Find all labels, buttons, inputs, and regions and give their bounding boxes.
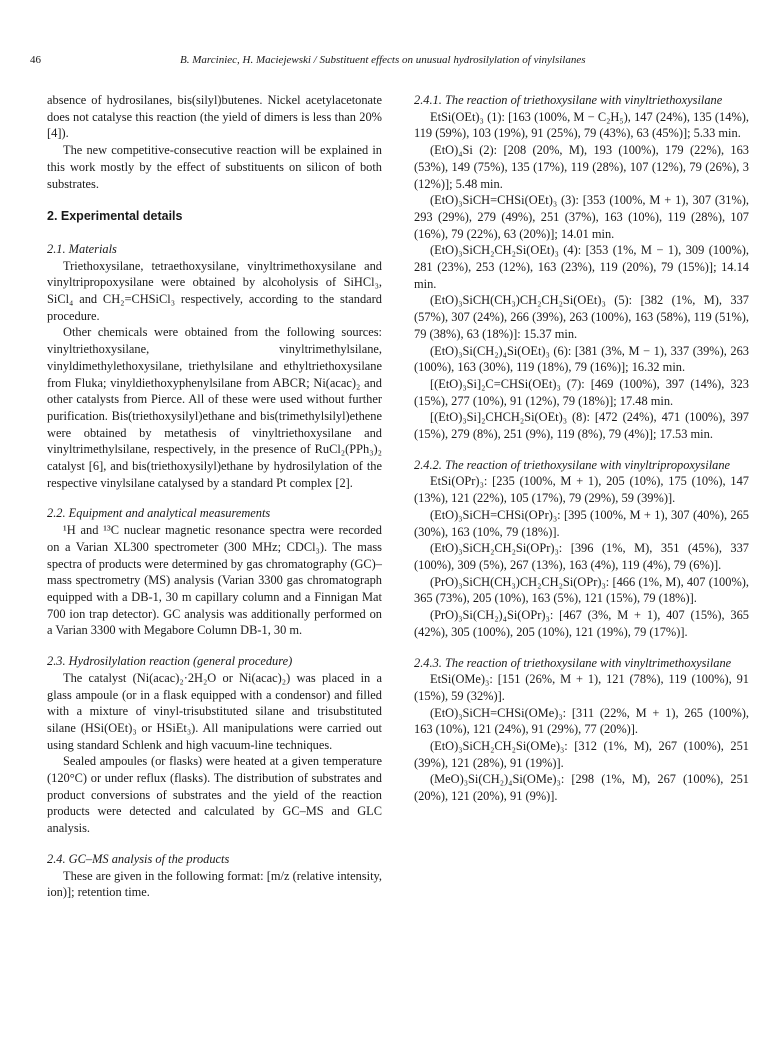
page-header: [30, 54, 738, 70]
section-heading: 2. Experimental details: [47, 209, 183, 224]
ms-entry: (EtO)₃SiCH₂CH₂Si(OPr)₃: [396 (1%, M), 351 (45%), 337 (100%), 309 (5%), 267 (13%), 163 (4%), 119 (4%), 79 (6%)].: [414, 541, 749, 572]
ms-entry: [(EtO)₃Si]₂CHCH₂Si(OEt)₃ (8): [472 (24%), 471 (100%), 397 (15%), 279 (8%), 251 (9%), 119 (8%), 79 (4%)]; 17.53 min.: [414, 410, 749, 442]
subsection-title-gcms: 2.4. GC–MS analysis of the products: [47, 851, 230, 866]
right-column: [414, 92, 749, 805]
ms-entry: (EtO)₃SiCH(CH₃)CH₂CH₂Si(OEt)₃ (5): [382 (1%, M), 337 (57%), 307 (24%), 266 (39%), 263 (100%), 163 (58%), 119 (51%), 79 (38%), 63 (18%)]: 15.37 min.: [414, 293, 749, 341]
materials-paragraph: Other chemicals were obtained from the following sources: vinyltriethoxysilane, vinyltrimethylsilane, vinyldimethylethoxysilane, triethylsilane and ethyltriethoxysilane from Fluka; vinyldiethoxyphenylsilane from ABCR; Ni(acac)₂ and other catalysts from Pierce. All of these were used without further purification. Bis(triethoxysilyl)ethane and bis(trimethylsilyl)ethene were obtained by metathesis of vinyltriethoxysilane and vinyltrimethylsilane, respectively, in the presence of RuCl₂(PPh₃)₂ catalyst [6], and bis(triethoxysilyl)ethane by hydrosilylation of the respective vinylsilane catalysed by a standard Pt complex [2].: [47, 325, 382, 490]
ms-entry: EtSi(OEt)₃ (1): [163 (100%, M − C₂H₅), 147 (24%), 135 (14%), 119 (59%), 103 (19%), 91 (25%), 79 (43%), 63 (45%)]; 5.33 min.: [414, 109, 749, 141]
ms-entry: EtSi(OPr)₃: [235 (100%, M + 1), 205 (10%), 175 (10%), 147 (13%), 121 (22%), 105 (17%), 79 (29%), 59 (39%)].: [414, 474, 749, 506]
ms-entry: (PrO)₃Si(CH₂)₄Si(OPr)₃: [467 (3%, M + 1), 407 (15%), 365 (42%), 305 (100%), 205 (10%), 121 (19%), 79 (17%)].: [414, 608, 749, 639]
ms-entry: [(EtO)₃Si]₂C=CHSi(OEt)₃ (7): [469 (100%), 397 (14%), 323 (15%), 277 (10%), 91 (12%), 79 (18%)]; 17.48 min.: [414, 376, 749, 408]
ms-entry: (EtO)₃SiCH=CHSi(OMe)₃: [311 (22%, M + 1), 265 (100%), 163 (10%), 121 (24%), 91 (29%), 77 (20%)].: [414, 705, 749, 737]
ms-entry: (MeO)₃Si(CH₂)₄Si(OMe)₃: [298 (1%, M), 267 (100%), 251 (20%), 121 (20%), 91 (9%)].: [414, 772, 749, 804]
subsection-title-vinyltrimethoxysilane: 2.4.3. The reaction of triethoxysilane with vinyltrimethoxysilane: [414, 655, 732, 670]
subsection-title-equipment: 2.2. Equipment and analytical measurements: [47, 506, 271, 521]
gcms-paragraph: These are given in the following format: [m/z (relative intensity, ion)]; retention time.: [47, 868, 382, 900]
subsection-title-materials: 2.1. Materials: [47, 241, 117, 256]
procedure-paragraph: The catalyst (Ni(acac)₂·2H₂O or Ni(acac)₂) was placed in a glass ampoule (or in a flask equipped with a condensor) and filled with a mixture of vinyl-trisubstituted silane and trisubstituted silane (HSi(OEt)₃ or HSiEt₃). All manipulations were carried out using standard Schlenk and high vacuum-line techniques.: [47, 670, 382, 752]
page-number: 46: [30, 54, 41, 66]
procedure-paragraph: Sealed ampoules (or flasks) were heated at a given temperature (120°C) or under reflux (flasks). The distribution of substrates and product conversions of substrates and the yield of the reaction products were detected and calculated by GC–MS and GLC analysis.: [47, 754, 382, 836]
ms-entry: (PrO)₃SiCH(CH₃)CH₂CH₂Si(OPr)₃: [466 (1%, M), 407 (100%), 365 (73%), 205 (10%), 163 (5%), 121 (15%), 79 (18%)].: [414, 574, 749, 606]
ms-entry: (EtO)₃SiCH₂CH₂Si(OMe)₃: [312 (1%, M), 267 (100%), 251 (39%), 121 (28%), 91 (19%)].: [414, 739, 749, 770]
subsection-title-vinyltriethoxysilane: 2.4.1. The reaction of triethoxysilane with vinyltriethoxysilane: [414, 93, 723, 107]
ms-entry: EtSi(OMe)₃: [151 (26%, M + 1), 121 (78%), 119 (100%), 91 (15%), 59 (32%)].: [414, 672, 749, 703]
running-title: B. Marciniec, H. Maciejewski / Substituent effects on unusual hydrosilylation of vinylsilanes: [180, 54, 586, 66]
subsection-title-vinyltripropoxysilane: 2.4.2. The reaction of triethoxysilane with vinyltripropoxysilane: [414, 457, 731, 472]
ms-entry: (EtO)₃SiCH=CHSi(OEt)₃ (3): [353 (100%, M + 1), 307 (31%), 293 (29%), 279 (49%), 251 (37%), 163 (10%), 119 (28%), 107 (16%), 79 (22%), 63 (20%)]; 14.01 min.: [414, 193, 749, 241]
materials-paragraph: Triethoxysilane, tetraethoxysilane, vinyltrimethoxysilane and vinyltripropoxysilane were obtained by alcoholysis of SiHCl₃, SiCl₄ and CH₂=CHSiCl₃ respectively, according to the standard procedure.: [47, 258, 382, 323]
ms-entry: (EtO)₄Si (2): [208 (20%, M), 193 (100%), 179 (22%), 163 (53%), 149 (75%), 135 (17%), 119 (28%), 107 (12%), 79 (26%), 3 (12%)]; 5.48 min.: [414, 143, 749, 191]
ms-entry: (EtO)₃SiCH₂CH₂Si(OEt)₃ (4): [353 (1%, M − 1), 309 (100%), 281 (23%), 253 (12%), 163 (23%), 119 (20%), 79 (15%)]; 14.14 min.: [414, 243, 749, 291]
left-column: [47, 92, 382, 901]
intro-paragraph: The new competitive-consecutive reaction will be explained in this work mostly by the effect of substituents on silicon of both substrates.: [47, 143, 382, 191]
equipment-paragraph: ¹H and ¹³C nuclear magnetic resonance spectra were recorded on a Varian XL300 spectrometer (300 MHz; CDCl₃). The mass spectra of products were determined by gas chromatography (GC)–mass spectrometry (MS) analysis (Varian 3300 gas chromatograph equipped with a DB-1, 30 m capillary column and a Finnigan Mat 700 ion trap detector). GC analysis was additionally performed on a Varian 3300 with Megabore Column DB-1, 30 m.: [47, 523, 382, 638]
intro-paragraph: absence of hydrosilanes, bis(silyl)butenes. Nickel acetylacetonate does not catalyse this reaction (the yield of dimers is less than 20% [4]).: [47, 93, 382, 141]
ms-entry: (EtO)₃SiCH=CHSi(OPr)₃: [395 (100%, M + 1), 307 (40%), 265 (30%), 163 (10%, 79 (18%)].: [414, 507, 749, 539]
ms-entry: (EtO)₃Si(CH₂)₄Si(OEt)₃ (6): [381 (3%, M − 1), 337 (39%), 263 (100%), 163 (30%), 119 (18%), 79 (16%)]; 16.32 min.: [414, 343, 749, 375]
subsection-title-procedure: 2.3. Hydrosilylation reaction (general procedure): [47, 654, 293, 669]
